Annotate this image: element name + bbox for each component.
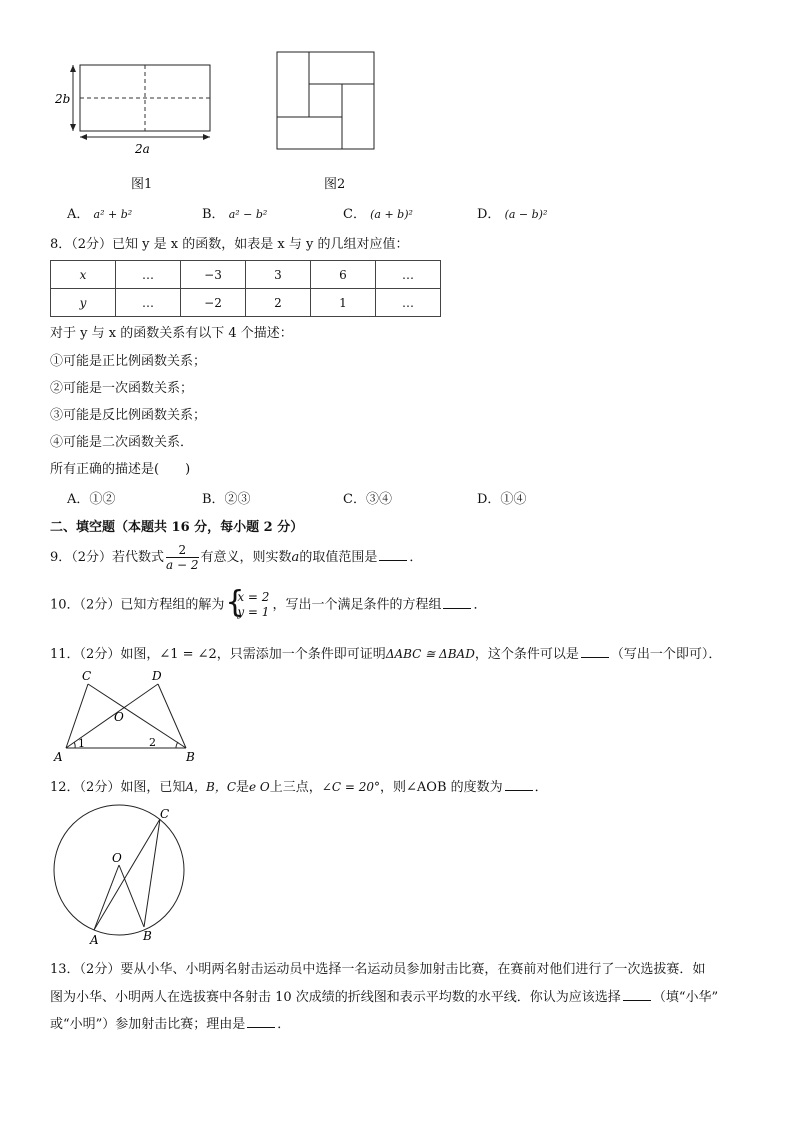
q9-suffix-b: 的取值范围是	[299, 550, 378, 565]
q7-option-b-text: a² − b²	[228, 208, 268, 221]
q13-line-2-end: （填“小华”	[652, 990, 719, 1005]
q8-option-c[interactable]: C．③④	[343, 492, 392, 507]
q11-label-D: D	[152, 669, 162, 683]
q12-figure	[48, 800, 198, 950]
q12-answer-blank[interactable]	[505, 778, 533, 791]
q9-answer-blank[interactable]	[379, 548, 407, 561]
q11-label-B: B	[186, 750, 195, 764]
q7-option-c-text: (a + b)²	[370, 208, 413, 221]
q13-line-2	[50, 986, 718, 1005]
table-cell: …	[376, 289, 441, 317]
q11-label-angle-2: 2	[149, 736, 156, 749]
q8-option-d[interactable]: D．①④	[477, 492, 527, 507]
q10-prefix: 10．（2分）已知方程组的解为	[50, 597, 225, 613]
fig1-height-label: 2b	[55, 92, 71, 106]
table-cell: …	[116, 289, 181, 317]
q12-label-O: O	[112, 851, 122, 865]
q13-line-3	[50, 1013, 290, 1032]
q8-option-a[interactable]: A．①②	[67, 492, 116, 507]
q12-label-B: B	[143, 929, 152, 943]
table-cell: 3	[246, 261, 311, 289]
q7-option-a[interactable]	[67, 203, 132, 222]
figure-2	[275, 50, 377, 152]
q8-stem: 8．（2分）已知 y 是 x 的函数，如表是 x 与 y 的几组对应值：	[50, 237, 409, 252]
q11-suffix: ，这个条件可以是	[474, 647, 579, 662]
q9-variable: a	[291, 550, 300, 565]
q9-fraction-denominator: a − 2	[166, 558, 199, 572]
q11-answer-blank[interactable]	[581, 645, 609, 658]
q9-suffix-a: 有意义，则实数	[200, 550, 292, 565]
q12-suffix: ，则∠AOB 的度数为	[380, 780, 503, 795]
q10-end: ．	[473, 597, 487, 613]
q11-prefix: 11．（2分）如图，∠1 = ∠2，只需添加一个条件即可证明	[50, 647, 386, 662]
q8-intro: 对于 y 与 x 的函数关系有以下 4 个描述：	[50, 326, 293, 341]
q9-prefix: 9．（2分）若代数式	[50, 550, 165, 565]
table-cell: 2	[246, 289, 311, 317]
q11-figure	[48, 666, 208, 766]
q11-label-A: A	[54, 750, 63, 764]
q8-statement-3: ③可能是反比例函数关系；	[50, 408, 207, 423]
q7-option-d-text: (a − b)²	[504, 208, 548, 221]
q9-end: ．	[409, 550, 423, 565]
q7-option-b[interactable]	[202, 203, 267, 222]
figure-1	[55, 60, 220, 160]
q12-end: ．	[534, 780, 548, 795]
q8-statement-2: ②可能是一次函数关系；	[50, 381, 194, 396]
q11-math: ΔABC ≅ ΔBAD	[385, 647, 475, 661]
q10-system-line-2: y = 1	[237, 605, 270, 619]
q11	[50, 643, 721, 662]
q12-prefix: 12．（2分）如图，已知	[50, 780, 186, 795]
q7-option-a-label: A．	[67, 207, 90, 222]
q12-mid: 是	[236, 780, 250, 795]
q8-statement-1: ①可能是正比例函数关系；	[50, 354, 207, 369]
q11-label-angle-1: 1	[78, 737, 85, 750]
q10-equation-system	[227, 590, 269, 620]
table-row	[51, 261, 441, 289]
table-cell: −2	[181, 289, 246, 317]
q12-label-A: A	[90, 933, 99, 947]
table-cell: …	[116, 261, 181, 289]
q8-statement-4: ④可能是二次函数关系．	[50, 435, 194, 450]
q7-option-a-text: a² + b²	[93, 208, 133, 221]
table-cell: −3	[181, 261, 246, 289]
table-cell: x	[51, 261, 116, 289]
q7-option-d[interactable]	[477, 203, 547, 222]
table-row	[51, 289, 441, 317]
q7-option-d-label: D．	[477, 207, 501, 222]
q8-value-table	[50, 260, 441, 317]
q8-option-b[interactable]: B．②③	[202, 492, 251, 507]
q11-label-O: O	[114, 710, 124, 724]
q12-mid-2: 上三点，	[269, 780, 322, 795]
q13-line-3-text: 或“小明”）参加射击比赛；理由是	[50, 1017, 246, 1032]
q13-answer-blank-1[interactable]	[623, 988, 651, 1001]
q13-line-3-end: ．	[277, 1017, 291, 1032]
q10-system-line-1: { x = 2	[237, 590, 270, 604]
figure-1-caption: 图1	[131, 177, 153, 192]
table-cell: 6	[311, 261, 376, 289]
figure-2-caption: 图2	[324, 177, 346, 192]
q9-fraction-numerator: 2	[166, 543, 198, 558]
q12	[50, 776, 548, 795]
q12-angle: ∠C = 20°	[321, 780, 380, 794]
q13-line-1: 13．（2分）要从小华、小明两名射击运动员中选择一名运动员参加射击比赛，在赛前对他们进行了一次选拔赛．如	[50, 962, 706, 977]
q9-fraction	[166, 543, 198, 572]
section-2-title: 二、填空题（本题共 16 分，每小题 2 分）	[50, 520, 304, 535]
table-cell: y	[51, 289, 116, 317]
q9	[50, 543, 422, 572]
q13-answer-blank-2[interactable]	[247, 1015, 275, 1028]
q12-label-C: C	[160, 807, 170, 821]
q7-option-b-label: B．	[202, 207, 225, 222]
q8-question: 所有正确的描述是( )	[50, 462, 191, 477]
q11-label-C: C	[82, 669, 92, 683]
q12-points: A，B，C	[185, 780, 236, 794]
q11-end: （写出一个即可）．	[610, 647, 722, 662]
q7-option-c[interactable]	[343, 203, 413, 222]
q10-answer-blank[interactable]	[443, 596, 471, 609]
q12-circle: e O	[249, 780, 270, 794]
q10	[50, 590, 486, 620]
q10-suffix: ，写出一个满足条件的方程组	[272, 597, 442, 613]
table-cell: 1	[311, 289, 376, 317]
q7-option-c-label: C．	[343, 207, 366, 222]
fig1-width-label: 2a	[135, 142, 150, 156]
q13-line-2-text: 图为小华、小明两人在选拔赛中各射击 10 次成绩的折线图和表示平均数的水平线．你认为应该选择	[50, 990, 621, 1005]
table-cell: …	[376, 261, 441, 289]
